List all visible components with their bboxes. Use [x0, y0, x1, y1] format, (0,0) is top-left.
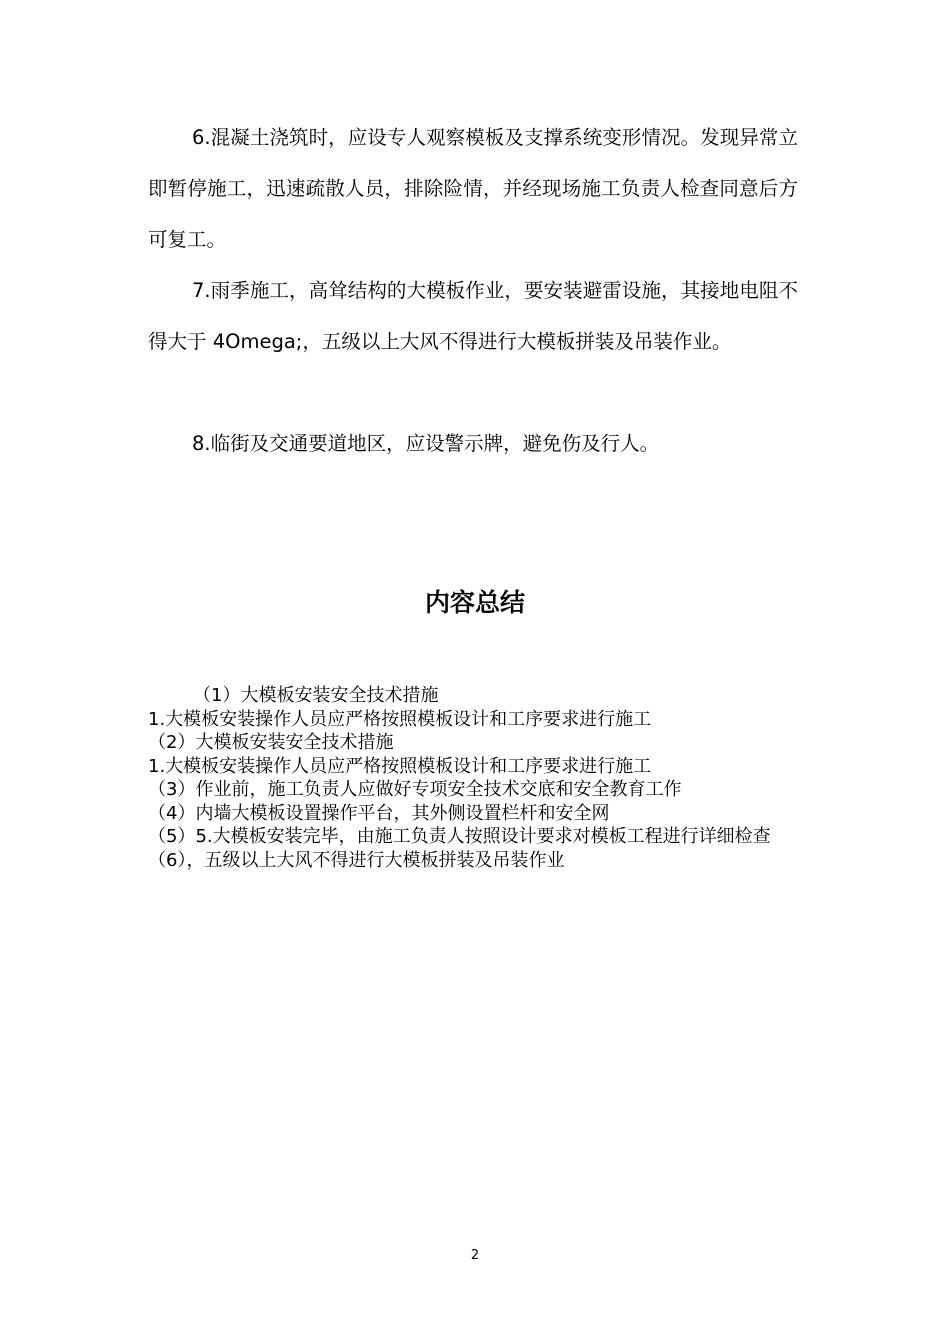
- paragraph-8: 8.临街及交通要道地区，应设警示牌，避免伤及行人。: [192, 432, 660, 455]
- summary-line-7: （5）5.大模板安装完毕，由施工负责人按照设计要求对模板工程进行详细检查: [148, 826, 771, 847]
- summary-line-4: 1.大模板安装操作人员应严格按照模板设计和工序要求进行施工: [148, 755, 652, 777]
- summary-line-8: （6），五级以上大风不得进行大模板拼装及吊装作业: [148, 849, 565, 871]
- summary-line-6: （4）内墙大模板设置操作平台，其外侧设置栏杆和安全网: [148, 802, 610, 824]
- summary-title: 内容总结: [424, 588, 525, 617]
- summary-line-1: （1）大模板安装安全技术措施: [193, 685, 439, 706]
- summary-line-5: （3）作业前，施工负责人应做好专项安全技术交底和安全教育工作: [148, 779, 682, 800]
- summary-line-2: 1.大模板安装操作人员应严格按照模板设计和工序要求进行施工: [148, 708, 652, 730]
- paragraph-7: 7.雨季施工，高耸结构的大模板作业，要安装避雷设施，其接地电阻不得大于 4Omega;，五级以上大风不得进行大模板拼装及吊装作业。: [148, 279, 798, 353]
- summary-list: [148, 684, 800, 872]
- summary-line-3: （2）大模板安装安全技术措施: [148, 732, 394, 753]
- page-number: 2: [470, 1248, 480, 1263]
- paragraph-6: 6.混凝土浇筑时，应设专人观察模板及支撑系统变形情况。发现异常立即暂停施工，迅速疏散人员，排除险情，并经现场施工负责人检查同意后方可复工。: [148, 126, 798, 251]
